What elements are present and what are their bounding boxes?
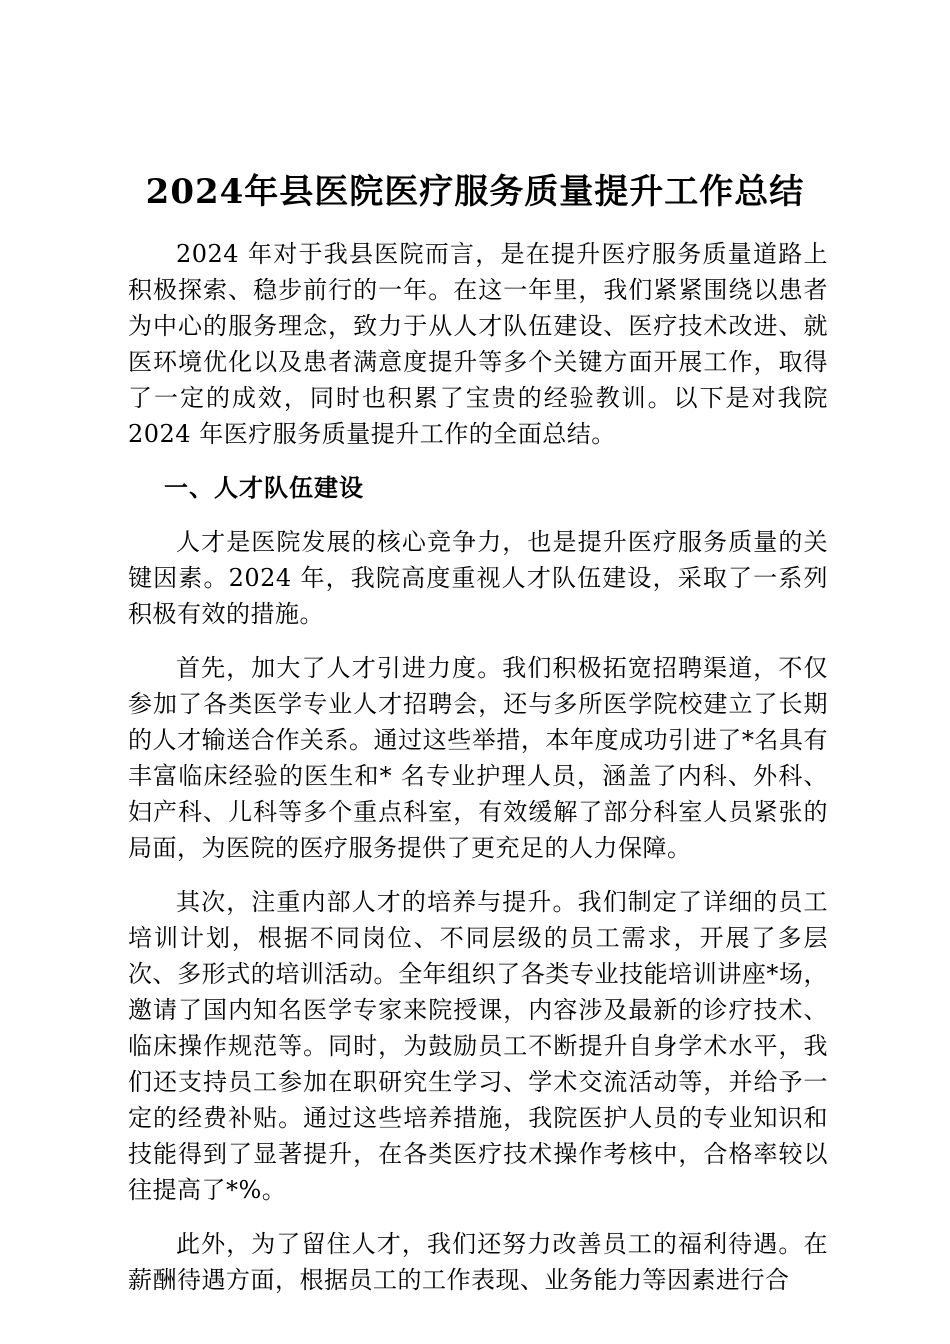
document-body [128,236,828,1316]
intro-paragraph: 2024 年对于我县医院而言，是在提升医疗服务质量道路上积极探索、稳步前行的一年。在这一年里，我们紧紧围绕以患者为中心的服务理念，致力于从人才队伍建设、医疗技术改进、就医环境优化以及患者满意度提升等多个关键方面开展工作，取得了一定的成效，同时也积累了宝贵的经验教训。以下是对我院 2024 年医疗服务质量提升工作的全面总结。 [128,240,828,448]
body-paragraph: 此外，为了留住人才，我们还努力改善员工的福利待遇。在薪酬待遇方面，根据员工的工作表现、业务能力等因素进行合 [128,1230,828,1294]
body-paragraph: 其次，注重内部人才的培养与提升。我们制定了详细的员工培训计划，根据不同岗位、不同层级的员工需求，开展了多层次、多形式的培训活动。全年组织了各类专业技能培训讲座*场，邀请了国内知名医学专家来院授课，内容涉及最新的诊疗技术、临床操作规范等。同时，为鼓励员工不断提升自身学术水平，我们还支持员工参加在职研究生学习、学术交流活动等，并给予一定的经费补贴。通过这些培养措施，我院医护人员的专业知识和技能得到了显著提升，在各类医疗技术操作考核中，合格率较以往提高了*%。 [128,888,828,1204]
body-paragraph: 人才是医院发展的核心竞争力，也是提升医疗服务质量的关键因素。2024 年，我院高度重视人才队伍建设，采取了一系列积极有效的措施。 [128,528,828,628]
section-heading-talent: 一、人才队伍建设 [164,473,364,502]
body-paragraph: 首先，加大了人才引进力度。我们积极拓宽招聘渠道，不仅参加了各类医学专业人才招聘会，还与多所医学院校建立了长期的人才输送合作关系。通过这些举措，本年度成功引进了*名具有丰富临床经验的医生和* 名专业护理人员，涵盖了内科、外科、妇产科、儿科等多个重点科室，有效缓解了部分科室人员紧张的局面，为医院的医疗服务提供了更充足的人力保障。 [128,654,828,862]
document-title: 2024年县医院医疗服务质量提升工作总结 [145,172,805,212]
